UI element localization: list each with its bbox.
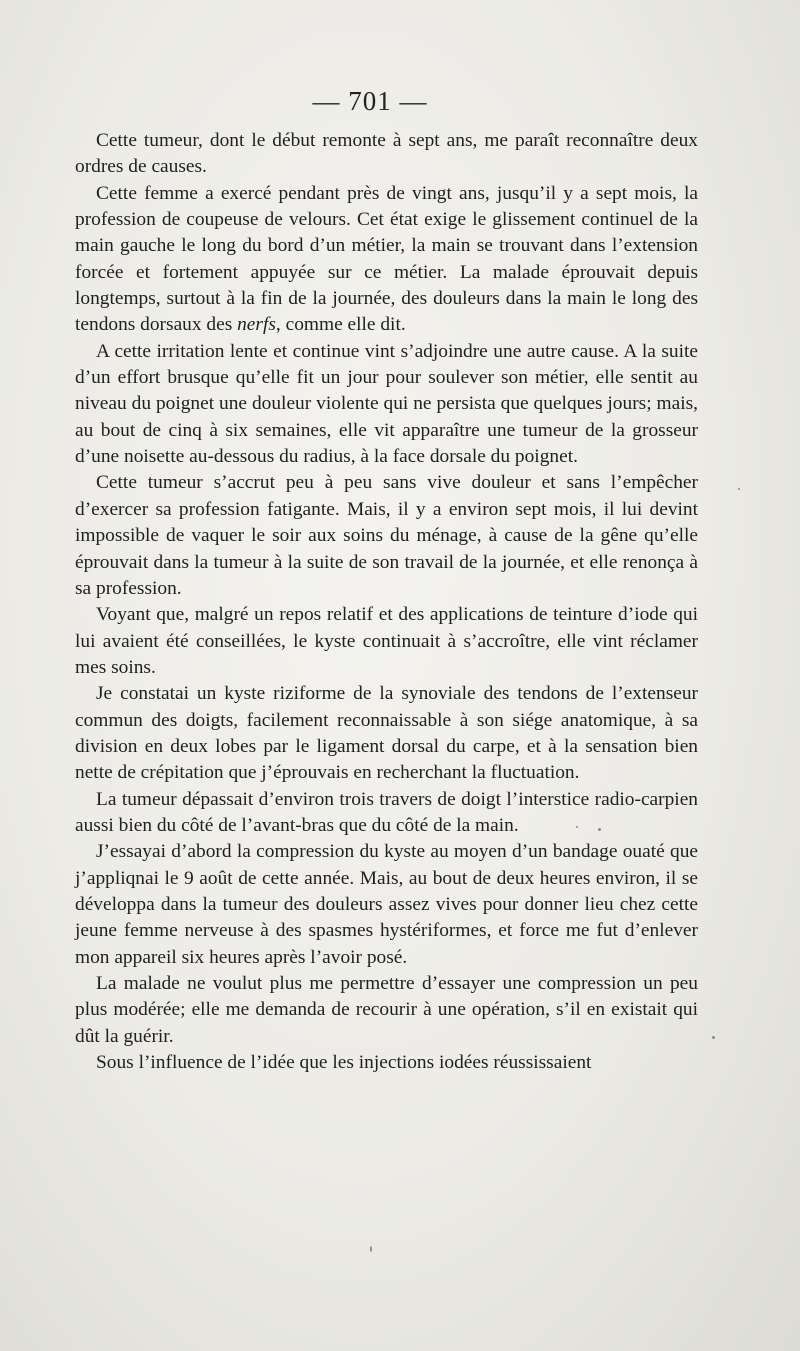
paragraph-2: Cette femme a exercé pendant près de vingt ans, jusqu’il y a sept mois, la profession de coupeuse de velours. Cet état exige le glissement continuel de la main gauche le long du bord d’un métier, la main se trouvant dans l’extension forcée et fortement appuyée sur ce métier. La malade éprouvait depuis longtemps, surtout à la fin de la journée, des douleurs dans la main le long des tendons dorsaux des nerfs, comme elle dit. <box>75 182 698 336</box>
paragraph-1: Cette tumeur, dont le début remonte à sept ans, me paraît reconnaître deux ordres de causes. <box>75 130 698 178</box>
paragraph-8: J’essayai d’abord la compression du kyste au moyen d’un bandage ouaté que j’appliqnai le 9 août de cette année. Mais, au bout de deux heures environ, il se développa dans la tumeur des douleurs assez vives pour donner lieu chez cette jeune femme nerveuse à des spasmes hystériformes, et force me fut d’enlever mon appareil six heures après l’avoir posé. <box>75 841 698 968</box>
paragraph-9: La malade ne voulut plus me permettre d’essayer une compression un peu plus modérée; elle me demanda de recourir à une opération, s’il en existait qui dût la guérir. <box>75 973 698 1047</box>
body-text <box>75 128 698 1076</box>
paper-speck <box>598 828 601 831</box>
page-number: — 701 — <box>312 86 428 116</box>
paragraph-4: Cette tumeur s’accrut peu à peu sans vive douleur et sans l’empêcher d’exercer sa profession fatigante. Mais, il y a environ sept mois, il lui devint impossible de vaquer le soir aux soins du ménage, à cause de la gêne qu’elle éprouvait dans la tumeur à la suite de son travail de la journée, et elle renonça à sa profession. <box>75 472 698 599</box>
paragraph-6: Je constatai un kyste riziforme de la synoviale des tendons de l’extenseur commun des doigts, facilement reconnaissable à son siége anatomique, à sa division en deux lobes par le ligament dorsal du carpe, et à la sensation bien nette de crépitation que j’éprouvais en recherchant la fluctuation. <box>75 683 698 784</box>
paragraph-5: Voyant que, malgré un repos relatif et des applications de teinture d’iode qui lui avaient été conseillées, le kyste continuait à s’accroître, elle vint réclamer mes soins. <box>75 604 698 678</box>
paragraph-7: La tumeur dépassait d’environ trois travers de doigt l’interstice radio-carpien aussi bien du côté de l’avant-bras que du côté de la main. <box>75 788 698 836</box>
paragraph-3: A cette irritation lente et continue vint s’adjoindre une autre cause. A la suite d’un effort brusque qu’elle fit un jour pour soulever son métier, elle sentit au niveau du poignet une douleur violente qui ne persista que quelques jours; mais, au bout de cinq à six semaines, elle vit apparaître une tumeur de la grosseur d’une noisette au-dessous du radius, à la face dorsale du poignet. <box>75 340 698 468</box>
paragraph-10: Sous l’influence de l’idée que les injections iodées réussissaient <box>96 1052 592 1074</box>
paper-speck <box>576 826 578 828</box>
paper-speck <box>370 1246 372 1252</box>
italic-emphasis: nerfs <box>237 314 276 336</box>
paper-speck <box>712 1036 715 1039</box>
paper-speck <box>738 488 740 490</box>
